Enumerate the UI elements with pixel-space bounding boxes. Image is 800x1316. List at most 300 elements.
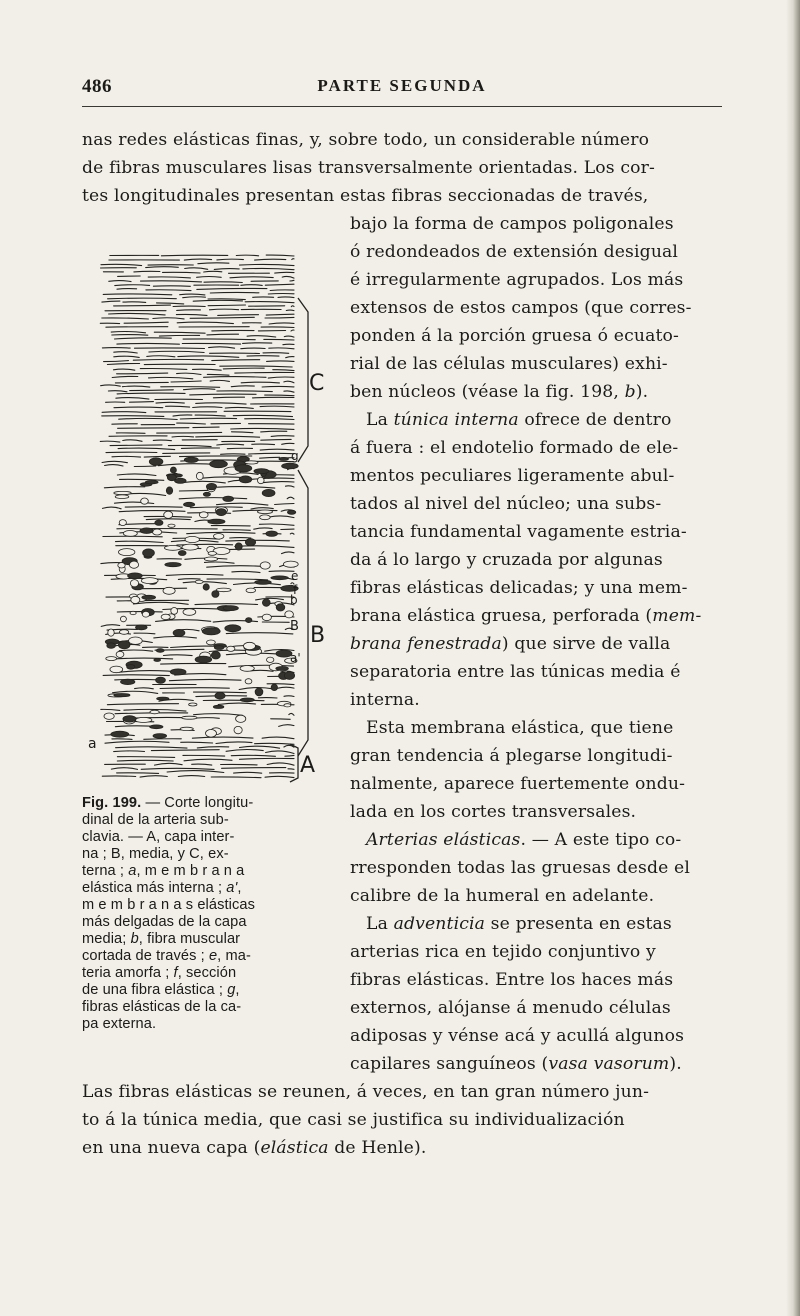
tissue-fiber: [111, 331, 145, 332]
tissue-fiber: [265, 317, 294, 318]
tissue-fiber: [193, 369, 222, 370]
muscle-cell-nucleus: [260, 562, 270, 569]
figure-caption-line: de una fibra elástica ; g,: [82, 982, 240, 998]
body-line: rial de las células musculares) exhi-: [350, 354, 668, 374]
tissue-fiber: [214, 269, 239, 270]
page-edge-shadow: [786, 0, 800, 1316]
header-rule: [82, 106, 722, 107]
muscle-cell-nucleus: [182, 544, 198, 550]
muscle-cell-nucleus: [107, 643, 116, 649]
tissue-fiber: [183, 297, 206, 298]
tissue-fiber: [195, 604, 258, 605]
muscle-cell-nucleus: [195, 656, 212, 663]
tissue-fiber: [232, 571, 260, 572]
muscle-cell-nucleus: [114, 694, 130, 697]
muscle-cell-nucleus: [170, 669, 186, 675]
muscle-cell-nucleus: [212, 591, 219, 598]
tissue-fiber: [144, 739, 182, 740]
muscle-cell-nucleus: [206, 730, 217, 738]
tissue-fiber: [122, 386, 149, 387]
tissue-fiber: [117, 373, 168, 374]
body-line: externos, alójanse á menudo células: [350, 998, 671, 1018]
tissue-fiber: [240, 746, 280, 748]
tissue-fiber: [105, 741, 169, 743]
tissue-fiber: [284, 391, 294, 392]
tissue-fiber: [247, 336, 276, 337]
tissue-fiber: [194, 714, 243, 716]
tissue-fiber: [177, 322, 233, 323]
tissue-fiber: [230, 277, 273, 278]
muscle-cell-nucleus: [276, 667, 289, 671]
tissue-fiber: [161, 663, 226, 664]
muscle-cell-nucleus: [171, 608, 178, 615]
body-line: extensos de estos campos (que corres-: [350, 298, 692, 318]
tissue-fiber: [117, 393, 185, 394]
tissue-fiber: [117, 760, 173, 761]
tissue-fiber: [275, 504, 294, 505]
tissue-fiber: [161, 387, 220, 388]
body-line: interna.: [350, 690, 420, 710]
tissue-fiber: [292, 259, 294, 260]
tissue-fiber: [284, 336, 294, 337]
tissue-fiber: [193, 300, 242, 301]
muscle-cell-nucleus: [195, 580, 203, 583]
tissue-fiber: [190, 507, 242, 508]
tissue-fiber: [259, 482, 294, 483]
tissue-fiber: [146, 267, 179, 268]
tissue-fiber: [155, 763, 183, 765]
tissue-fiber: [159, 335, 199, 336]
tissue-fiber: [207, 566, 269, 568]
tissue-fiber: [196, 436, 260, 437]
tissue-fiber: [249, 453, 294, 454]
body-line: en una nueva capa (elástica de Henle).: [82, 1138, 427, 1158]
tissue-fiber: [266, 255, 294, 256]
tissue-fiber: [260, 406, 294, 407]
tissue-fiber: [140, 369, 187, 370]
muscle-cell-nucleus: [214, 646, 224, 650]
tissue-fiber: [166, 574, 223, 575]
tissue-fiber: [198, 263, 229, 264]
italic-term: mem-: [652, 606, 702, 626]
tissue-fiber: [161, 255, 227, 256]
muscle-cell-nucleus: [199, 512, 208, 518]
figure-caption-line: pa externa.: [82, 1016, 157, 1032]
tissue-fiber: [291, 306, 294, 307]
tissue-fiber: [134, 466, 155, 467]
tissue-fiber: [231, 755, 275, 756]
muscle-cell-nucleus: [262, 614, 271, 621]
tissue-fiber: [114, 352, 137, 353]
tissue-fiber: [256, 598, 284, 600]
tissue-fiber: [261, 327, 294, 328]
tissue-fiber: [163, 453, 210, 454]
tissue-fiber: [114, 407, 163, 408]
tissue-fiber: [178, 579, 200, 580]
body-line: mentos peculiares ligeramente abul-: [350, 466, 675, 486]
tissue-fiber: [226, 633, 293, 634]
muscle-cell-nucleus: [203, 584, 209, 590]
italic-term: g: [227, 982, 236, 998]
tissue-fiber: [160, 688, 229, 689]
muscle-cell-nucleus: [123, 531, 137, 537]
tissue-fiber: [204, 271, 222, 272]
muscle-cell-nucleus: [240, 698, 254, 702]
tissue-fiber: [217, 503, 268, 505]
tissue-fiber: [133, 602, 188, 604]
tissue-fiber: [220, 366, 292, 367]
italic-term: vasa vasorum: [548, 1054, 670, 1074]
tissue-fiber: [289, 713, 294, 715]
tissue-fiber: [255, 259, 286, 260]
tissue-fiber: [156, 402, 184, 403]
tissue-fiber: [130, 390, 174, 391]
tissue-fiber: [290, 280, 294, 281]
tissue-fiber: [115, 382, 168, 383]
tissue-fiber: [117, 600, 188, 601]
italic-term: brana fenestrada: [350, 634, 502, 654]
tissue-fiber: [286, 357, 294, 358]
muscle-cell-nucleus: [202, 628, 220, 635]
tissue-fiber: [181, 742, 213, 743]
body-line: de fibras musculares lisas transversalmente orientadas. Los cor-: [82, 158, 655, 178]
muscle-cell-nucleus: [245, 539, 255, 546]
tissue-fiber: [267, 684, 294, 685]
tissue-fiber: [268, 293, 294, 294]
tissue-fiber: [104, 361, 129, 362]
body-line: tes longitudinales presentan estas fibras seccionadas de través,: [82, 186, 649, 206]
muscle-cell-nucleus: [153, 529, 162, 535]
tissue-fiber: [265, 395, 294, 396]
muscle-cell-nucleus: [141, 498, 149, 504]
muscle-cell-nucleus: [161, 614, 170, 619]
muscle-cell-nucleus: [104, 713, 114, 719]
muscle-cell-nucleus: [106, 657, 117, 661]
muscle-cell-nucleus: [164, 546, 181, 551]
tissue-fiber: [101, 625, 120, 627]
tissue-fiber: [163, 272, 201, 273]
figure-label-g: g: [291, 449, 299, 463]
figure-caption-line: más delgadas de la capa: [82, 914, 247, 930]
tissue-fiber: [197, 718, 219, 719]
tissue-fiber: [112, 376, 138, 377]
muscle-cell-nucleus: [246, 618, 252, 623]
tissue-fiber: [166, 406, 190, 407]
tissue-fiber: [260, 449, 294, 450]
body-line: to á la túnica media, que casi se justifica su individualización: [82, 1110, 625, 1130]
tissue-fiber: [267, 763, 294, 765]
tissue-fiber: [123, 440, 142, 442]
figure-label-a-prime: a': [290, 651, 301, 665]
tissue-fiber: [182, 343, 240, 344]
italic-term: túnica interna: [393, 410, 519, 430]
body-line: lada en los cortes transversales.: [350, 802, 637, 822]
figure-caption-line: m e m b r a n a s elásticas: [82, 897, 256, 913]
tissue-fiber: [282, 552, 295, 554]
tissue-fiber: [286, 486, 295, 487]
tissue-fiber: [197, 747, 229, 748]
italic-term: Arterias elásticas: [366, 830, 521, 850]
figure-caption-line: dinal de la arteria sub-: [82, 812, 229, 828]
tissue-fiber: [140, 776, 167, 777]
muscle-cell-nucleus: [189, 703, 197, 706]
tissue-fiber: [134, 633, 155, 634]
muscle-cell-nucleus: [240, 666, 254, 672]
tissue-fiber: [245, 419, 294, 420]
tissue-fiber: [197, 277, 222, 278]
muscle-cell-nucleus: [225, 625, 241, 632]
tissue-fiber: [157, 303, 184, 304]
tissue-fiber: [151, 750, 219, 751]
muscle-cell-nucleus: [184, 502, 195, 506]
tissue-fiber: [221, 454, 245, 455]
muscle-cell-nucleus: [115, 495, 129, 499]
tissue-fiber: [255, 743, 294, 744]
bracket-b: [298, 470, 308, 756]
tissue-fiber: [110, 445, 162, 446]
muscle-cell-nucleus: [210, 460, 228, 467]
muscle-cell-nucleus: [142, 595, 156, 599]
tissue-fiber: [192, 764, 212, 765]
figure-label-f: f: [293, 583, 298, 597]
muscle-cell-nucleus: [276, 604, 285, 611]
muscle-cell-nucleus: [235, 465, 252, 472]
tissue-fiber: [184, 389, 215, 390]
tissue-fiber: [141, 768, 214, 769]
body-line: é irregularmente agrupados. Los más: [350, 270, 684, 290]
tissue-fiber: [268, 377, 294, 378]
tissue-fiber: [133, 359, 203, 360]
tissue-fiber: [210, 292, 259, 293]
tissue-fiber: [112, 739, 132, 740]
muscle-cell-nucleus: [118, 641, 130, 649]
tissue-fiber: [203, 700, 264, 701]
tissue-fiber: [278, 687, 294, 688]
figure-caption-line: elástica más interna ; a',: [82, 880, 242, 896]
muscle-cell-nucleus: [271, 576, 289, 580]
muscle-cell-nucleus: [155, 520, 163, 525]
figure-caption-line: cortada de través ; e, ma-: [82, 948, 251, 964]
tissue-fiber: [146, 519, 190, 520]
muscle-cell-nucleus: [227, 646, 235, 651]
body-line: arterias rica en tejido conjuntivo y: [350, 942, 656, 962]
muscle-cell-nucleus: [267, 657, 274, 662]
muscle-cell-nucleus: [239, 476, 252, 483]
muscle-cell-nucleus: [260, 515, 271, 520]
tissue-fiber: [183, 755, 225, 756]
tissue-fiber: [284, 696, 294, 697]
tissue-fiber: [261, 431, 287, 432]
muscle-cell-nucleus: [119, 520, 126, 526]
italic-term: a: [128, 863, 137, 879]
tissue-fiber: [265, 776, 294, 777]
tissue-fiber: [204, 377, 266, 378]
muscle-cell-nucleus: [236, 715, 246, 722]
tissue-fiber: [263, 353, 289, 354]
muscle-cell-nucleus: [246, 588, 256, 593]
italic-term: b: [624, 382, 636, 402]
muscle-cell-nucleus: [208, 519, 225, 524]
tissue-fiber: [120, 479, 164, 480]
tissue-fiber: [208, 299, 245, 300]
italic-term: f: [173, 965, 178, 981]
tissue-fiber: [169, 679, 241, 680]
muscle-cell-nucleus: [128, 573, 143, 579]
muscle-cell-nucleus: [163, 587, 175, 594]
muscle-cell-nucleus: [129, 637, 143, 644]
muscle-cell-nucleus: [150, 710, 159, 714]
tissue-fiber: [119, 511, 185, 512]
figure-label-b: b: [290, 593, 298, 607]
tissue-fiber: [261, 439, 291, 440]
tissue-fiber: [114, 751, 145, 752]
tissue-fiber: [109, 658, 173, 659]
tissue-fiber: [114, 369, 135, 370]
muscle-cell-nucleus: [180, 727, 193, 730]
tissue-fiber: [273, 370, 294, 371]
muscle-cell-nucleus: [266, 531, 278, 536]
muscle-cell-nucleus: [196, 472, 203, 480]
italic-term: e: [208, 948, 218, 964]
muscle-cell-nucleus: [123, 716, 136, 722]
tissue-fiber: [107, 363, 139, 364]
muscle-cell-nucleus: [183, 609, 196, 616]
tissue-fiber: [207, 374, 229, 375]
tissue-fiber: [108, 298, 177, 299]
tissue-fiber: [218, 703, 255, 704]
muscle-cell-nucleus: [235, 543, 242, 550]
tissue-fiber: [282, 276, 294, 278]
tissue-fiber: [179, 498, 247, 499]
tissue-fiber: [210, 309, 239, 310]
muscle-cell-nucleus: [120, 616, 126, 622]
tissue-fiber: [241, 285, 262, 286]
tissue-fiber: [223, 530, 250, 531]
tissue-fiber: [103, 294, 172, 295]
muscle-cell-nucleus: [208, 552, 216, 556]
muscle-cell-nucleus: [211, 651, 220, 659]
tissue-fiber: [101, 709, 120, 710]
tissue-fiber: [265, 284, 294, 285]
muscle-cell-nucleus: [166, 487, 172, 494]
muscle-cell-nucleus: [130, 611, 136, 614]
muscle-cell-nucleus: [287, 510, 295, 514]
figure-caption-line: media; b, fibra muscular: [82, 931, 241, 947]
body-line: nalmente, aparece fuertemente ondu-: [350, 774, 686, 794]
tissue-fiber: [217, 391, 272, 392]
muscle-cell-nucleus: [121, 679, 135, 684]
tissue-fiber: [260, 457, 280, 458]
tissue-fiber: [172, 436, 194, 437]
tissue-fiber: [253, 397, 295, 398]
muscle-cell-nucleus: [156, 677, 166, 683]
tissue-fiber: [147, 356, 175, 357]
muscle-cell-nucleus: [170, 467, 176, 473]
muscle-cell-nucleus: [207, 640, 216, 645]
tissue-fiber: [107, 704, 178, 705]
tissue-fiber: [245, 302, 294, 303]
tissue-fiber: [283, 344, 294, 345]
tissue-fiber: [210, 380, 229, 381]
tissue-fiber: [117, 528, 142, 529]
tissue-fiber: [226, 540, 289, 541]
figure-caption-line: terna ; a, m e m b r a n a: [82, 863, 245, 879]
muscle-cell-nucleus: [157, 697, 169, 700]
muscle-cell-nucleus: [140, 528, 153, 534]
tissue-fiber: [102, 318, 149, 319]
muscle-cell-nucleus: [184, 457, 198, 462]
muscle-cell-nucleus: [131, 596, 140, 603]
muscle-cell-nucleus: [145, 481, 158, 484]
tissue-fiber: [123, 302, 146, 303]
body-line: adiposas y vénse acá y acullá algunos: [350, 1026, 685, 1046]
tissue-fiber: [124, 322, 168, 323]
tissue-fiber: [241, 382, 279, 383]
tissue-fiber: [102, 416, 164, 417]
muscle-cell-nucleus: [223, 606, 238, 611]
tissue-fiber: [217, 259, 244, 260]
tissue-fiber: [209, 347, 235, 348]
tissue-fiber: [252, 444, 275, 445]
tissue-fiber: [207, 579, 268, 580]
tissue-fiber: [102, 461, 127, 462]
tissue-fiber: [236, 255, 258, 256]
tissue-fiber: [290, 533, 294, 534]
tissue-fiber: [101, 264, 142, 265]
tissue-fiber: [149, 377, 193, 378]
muscle-cell-nucleus: [216, 509, 226, 516]
tissue-fiber: [171, 381, 201, 382]
tissue-fiber: [117, 757, 174, 758]
tissue-fiber: [115, 285, 150, 286]
muscle-cell-nucleus: [116, 651, 124, 657]
tissue-fiber: [177, 423, 206, 424]
tissue-fiber: [240, 264, 295, 265]
muscle-cell-nucleus: [156, 649, 164, 653]
tissue-fiber: [193, 427, 219, 428]
tissue-fiber: [153, 440, 171, 441]
figure-illustration: [88, 248, 334, 788]
tissue-fiber: [269, 516, 294, 518]
tissue-fiber: [113, 691, 158, 693]
tissue-fiber: [254, 528, 272, 529]
figure-number: Fig. 199.: [82, 795, 142, 811]
tissue-fiber: [176, 314, 207, 315]
tissue-fiber: [109, 281, 131, 282]
figure-label-e: e: [291, 569, 299, 583]
muscle-cell-nucleus: [255, 580, 272, 584]
figure-label-A: A: [300, 753, 316, 778]
muscle-cell-nucleus: [282, 463, 299, 469]
tissue-fiber: [278, 297, 294, 298]
figure-arteria-subclavia: [88, 248, 334, 788]
tissue-fiber: [212, 360, 260, 361]
tissue-fiber: [222, 768, 286, 769]
figure-label-B-small: B: [290, 619, 299, 634]
tissue-fiber: [103, 507, 122, 509]
tissue-fiber: [104, 487, 144, 488]
muscle-cell-nucleus: [164, 511, 173, 518]
tissue-fiber: [217, 487, 274, 489]
muscle-cell-nucleus: [165, 563, 181, 567]
muscle-cell-nucleus: [111, 731, 129, 737]
tissue-fiber: [116, 747, 187, 748]
body-line: ponden á la porción gruesa ó ecuato-: [350, 326, 679, 346]
muscle-cell-nucleus: [262, 489, 275, 496]
tissue-fiber: [193, 407, 222, 408]
muscle-cell-nucleus: [173, 629, 185, 636]
tissue-fiber: [114, 305, 171, 306]
